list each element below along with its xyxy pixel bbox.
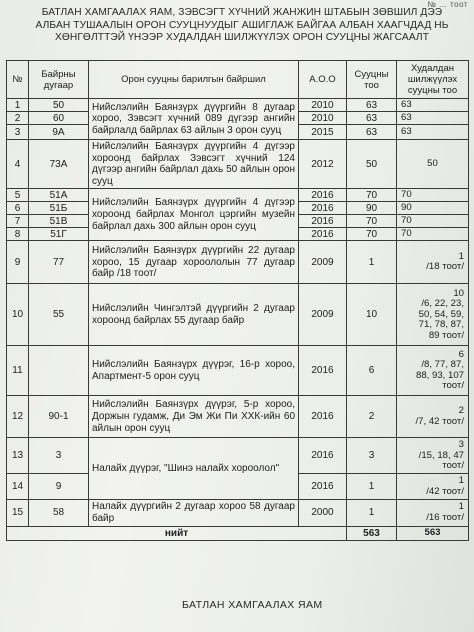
row-location: Налайх дүүрэг, "Шинэ налайх хороолол" [89, 438, 299, 500]
row-year: 2016 [299, 396, 347, 438]
row-allocated: 63 [397, 112, 469, 125]
table-row [7, 241, 469, 284]
row-apartments: 70 [347, 215, 397, 228]
table-row [7, 500, 469, 526]
heading-line-1: БАТЛАН ХАМГААЛАХ ЯАМ, ЗЭВСЭГТ ХҮЧНИЙ ЖАНЖИН ШТАБЫН ЗӨВШИЛ ДЭЭ [41, 7, 443, 18]
row-num: 9 [7, 241, 29, 284]
row-year: 2016 [299, 438, 347, 474]
allocated-units: /6, 22, 23, [421, 298, 464, 310]
row-apartments: 63 [347, 99, 397, 112]
row-allocated: 63 [397, 125, 469, 140]
row-year: 2010 [299, 112, 347, 125]
header-allocated: Худалдан шилжүүлэх сууцны тоо [397, 61, 469, 99]
allocated-units: /16 тоот/ [426, 511, 464, 523]
allocated-count: 2 [458, 405, 464, 417]
row-num: 4 [7, 140, 29, 189]
header-apartments: Сууцны тоо [347, 61, 397, 99]
allocated-count: 10 [453, 287, 464, 299]
allocated-units: /18 тоот/ [426, 261, 464, 273]
row-code: 55 [29, 284, 89, 346]
table-row [7, 99, 469, 112]
row-year: 2000 [299, 500, 347, 526]
row-year: 2009 [299, 284, 347, 346]
heading-line-3: ХӨНГӨЛТТЭЙ ҮНЭЭР ХУДАЛДАН ШИЛЖҮҮЛЭХ ОРОН СУУЦНЫ ЖАГСААЛТ [54, 32, 430, 43]
table-row [7, 140, 469, 189]
row-apartments: 90 [347, 202, 397, 215]
row-year: 2010 [299, 99, 347, 112]
row-apartments: 1 [347, 241, 397, 284]
row-allocated [397, 284, 469, 346]
row-allocated [397, 346, 469, 396]
row-apartments: 2 [347, 396, 397, 438]
table-row [7, 284, 469, 346]
row-code: 3 [29, 438, 89, 474]
table-row [7, 346, 469, 396]
row-apartments: 1 [347, 500, 397, 526]
header-building-code: Байрны дугаар [29, 61, 89, 99]
allocated-units: 89 тоот/ [428, 329, 464, 341]
allocated-count: 1 [458, 475, 464, 487]
row-num: 5 [7, 189, 29, 202]
row-allocated: 63 [397, 99, 469, 112]
row-allocated: 70 [397, 228, 469, 241]
allocated-units: 88, 93, 107 [415, 369, 464, 381]
row-year: 2016 [299, 215, 347, 228]
row-code: 51В [29, 215, 89, 228]
row-year: 2016 [299, 228, 347, 241]
row-allocated: 50 [397, 140, 469, 189]
footer-ministry: БАТЛАН ХАМГААЛАХ ЯАМ [182, 599, 323, 611]
row-allocated: 70 [397, 215, 469, 228]
row-year: 2012 [299, 140, 347, 189]
row-num: 2 [7, 112, 29, 125]
row-code: 9А [29, 125, 89, 140]
row-apartments: 70 [347, 189, 397, 202]
table-row [7, 189, 469, 202]
row-apartments: 1 [347, 474, 397, 500]
row-code: 77 [29, 241, 89, 284]
row-apartments: 3 [347, 438, 397, 474]
row-allocated [397, 474, 469, 500]
allocated-units: тоот/ [442, 380, 464, 392]
document-heading [16, 7, 468, 45]
total-apartments: 563 [347, 526, 397, 540]
row-location: Нийслэлийн Баянзүрх дүүргийн 4 дүгээр хороонд байрлах Монгол цэргийн музейн байрлал дахь 300 айлын орон сууц [89, 189, 299, 241]
row-location: Нийслэлийн Баянзүрх дүүргийн 4 дүгээр хороонд байрлах Зэвсэгт хүчний 124 дүгээр ангийн байрлал дахь 50 айлын орон сууц [89, 140, 299, 189]
allocated-units: тоот/ [442, 460, 464, 472]
row-code: 9 [29, 474, 89, 500]
row-num: 14 [7, 474, 29, 500]
header-location: Орон сууцны барилгын байршил [89, 61, 299, 99]
allocated-count: 3 [458, 439, 464, 451]
total-row [7, 526, 469, 540]
header-year: А.О.О [299, 61, 347, 99]
allocated-count: 6 [458, 348, 464, 360]
row-apartments: 50 [347, 140, 397, 189]
row-code: 50 [29, 99, 89, 112]
row-apartments: 63 [347, 112, 397, 125]
row-location: Нийслэлийн Баянзүрх дүүрэг, 16-р хороо, Апартмент-5 орон сууц [89, 346, 299, 396]
allocated-units: /42 тоот/ [426, 485, 464, 497]
row-allocated: 70 [397, 189, 469, 202]
row-code: 73А [29, 140, 89, 189]
header-num: № [7, 61, 29, 99]
row-num: 12 [7, 396, 29, 438]
row-location: Нийслэлийн Баянзүрх дүүргийн 8 дугаар хороо, Зэвсэгт хүчний 089 дүгээр ангийн байрлалд байрлах 63 айлын 3 орон сууц [89, 99, 299, 140]
row-apartments: 70 [347, 228, 397, 241]
row-num: 1 [7, 99, 29, 112]
row-year: 2015 [299, 125, 347, 140]
row-year: 2016 [299, 189, 347, 202]
row-year: 2016 [299, 474, 347, 500]
row-apartments: 63 [347, 125, 397, 140]
row-location: Налайх дүүргийн 2 дугаар хороо 58 дугаар байр [89, 500, 299, 526]
row-apartments: 6 [347, 346, 397, 396]
total-label: нийт [7, 526, 347, 540]
table-header-row [7, 61, 469, 99]
allocated-count: 1 [458, 250, 464, 262]
row-allocated [397, 438, 469, 474]
row-allocated: 90 [397, 202, 469, 215]
allocated-units: /7, 42 тоот/ [415, 415, 464, 427]
allocated-units: /15, 18, 47 [418, 449, 464, 461]
heading-line-2: АЛБАН ТУШААЛЫН ОРОН СУУЦНУУДЫГ АШИГЛАЖ БАЙГАА АЛБАН ХААГЧДАД НЬ [35, 19, 449, 31]
row-year: 2016 [299, 346, 347, 396]
row-num: 15 [7, 500, 29, 526]
row-code [29, 346, 89, 396]
row-apartments: 10 [347, 284, 397, 346]
row-code: 90-1 [29, 396, 89, 438]
row-location: Нийслэлийн Баянзүрх дүүрэг, 5-р хороо, Доржын гудамж, Ди Эм Жи Пи ХХК-ийн 60 айлын орон сууц [89, 396, 299, 438]
row-num: 6 [7, 202, 29, 215]
row-allocated [397, 500, 469, 526]
row-code: 51А [29, 189, 89, 202]
row-code: 51Г [29, 228, 89, 241]
allocated-units: 50, 54, 59, [418, 308, 464, 320]
row-num: 7 [7, 215, 29, 228]
row-num: 8 [7, 228, 29, 241]
row-code: 60 [29, 112, 89, 125]
table-row [7, 396, 469, 438]
row-num: 3 [7, 125, 29, 140]
row-num: 13 [7, 438, 29, 474]
table-row [7, 438, 469, 474]
apartment-table [6, 60, 469, 541]
total-allocated: 563 [397, 526, 469, 540]
row-year: 2009 [299, 241, 347, 284]
row-num: 11 [7, 346, 29, 396]
allocated-count: 1 [458, 501, 464, 513]
corner-mark: № ... тоот [427, 0, 468, 9]
allocated-units: /8, 77, 87, [421, 359, 464, 371]
row-allocated [397, 396, 469, 438]
row-year: 2016 [299, 202, 347, 215]
row-allocated [397, 241, 469, 284]
row-code: 51Б [29, 202, 89, 215]
row-num: 10 [7, 284, 29, 346]
row-code: 58 [29, 500, 89, 526]
row-location: Нийслэлийн Баянзүрх дүүргийн 22 дугаар хороо, 15 дугаар хороололын 77 дугаар байр /18 тоот/ [89, 241, 299, 284]
allocated-units: 71, 78, 87, [418, 319, 464, 331]
row-location: Нийслэлийн Чингэлтэй дүүргийн 2 дугаар хороонд байрлах 55 дугаар байр [89, 284, 299, 346]
